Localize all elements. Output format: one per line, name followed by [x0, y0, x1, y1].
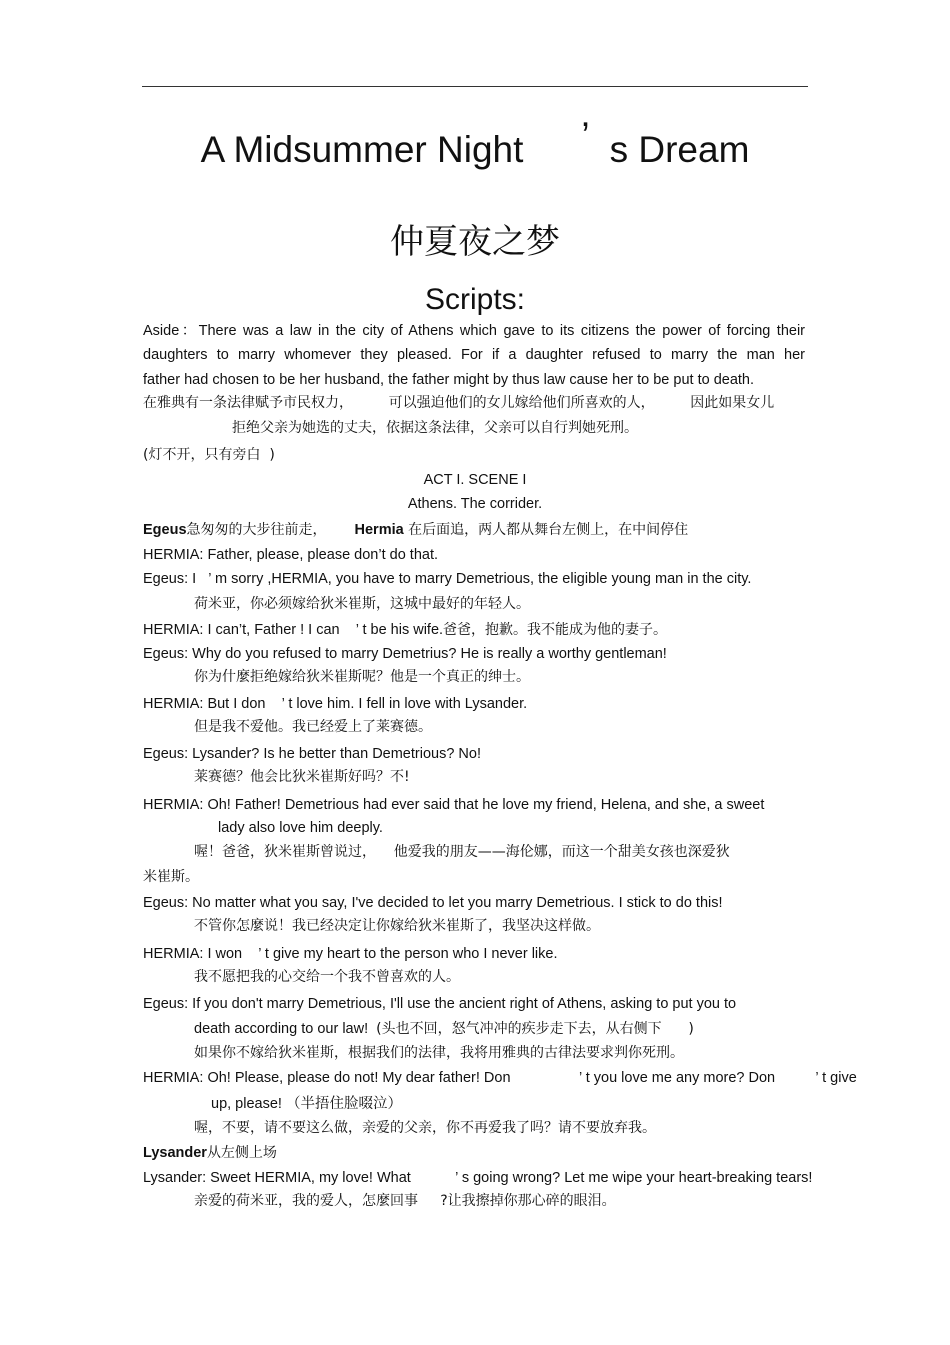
dialogue-line: Egeus: Why do you refused to marry Demetrius? He is really a worthy gentleman!	[143, 646, 667, 662]
translation-line-continued: 米崔斯。	[143, 869, 199, 885]
dialogue-line: HERMIA: I won ’ t give my heart to the person who I never like.	[143, 946, 558, 962]
translation-text: 爸爸，抱歉。我不能成为他的妻子。	[443, 622, 668, 638]
section-heading: Scripts:	[424, 283, 526, 316]
aside-zh-line-1: 在雅典有一条法律赋予市民权力， 可以强迫他们的女儿嫁给他们所喜欢的人， 因此如果女儿	[143, 395, 775, 411]
translation-line: 亲爱的荷米亚，我的爱人，怎麼回事 ?让我擦掉你那心碎的眼泪。	[194, 1193, 616, 1209]
dialogue-line: Egeus: No matter what you say, I've decided to let you marry Demetrious. I stick to do this!	[143, 895, 723, 911]
speaker-lysander: Lysander	[143, 1145, 207, 1161]
translation-line: 但是我不爱他。我已经爱上了莱赛德。	[194, 719, 432, 735]
dialogue-line: Lysander: Sweet HERMIA, my love! What ’ s going wrong? Let me wipe your heart-breaking tears!	[143, 1170, 813, 1186]
dialogue-line: HERMIA: Father, please, please don’t do that.	[143, 547, 438, 563]
aside-line-3: father had chosen to be her husband, the father might by thus law cause her to be put to death.	[143, 372, 755, 388]
dialogue-line-continued	[211, 1094, 402, 1114]
translation-line: 喔，不要，请不要这么做，亲爱的父亲，你不再爱我了吗？请不要放弃我。	[194, 1120, 656, 1136]
dialogue-line-continued	[194, 1019, 694, 1039]
translation-line: 荷米亚，你必须嫁给狄米崔斯，这城中最好的年轻人。	[194, 596, 530, 612]
stage-direction-text: (头也不回，怒气冲冲的疾步走下去，从右侧下 )	[376, 1021, 694, 1037]
aside-zh-line-2: 拒绝父亲为她选的丈夫，依据这条法律，父亲可以自行判她死刑。	[232, 420, 638, 436]
dialogue-text: death according to our law!	[194, 1021, 377, 1037]
aside-line-2: daughters to marry whomever they pleased. For if a daughter refused to marry the man her	[143, 347, 805, 363]
chinese-title: 仲夏夜之梦	[390, 222, 560, 262]
translation-line: 喔！爸爸，狄米崔斯曾说过， 他爱我的朋友——海伦娜，而这一个甜美女孩也深爱狄	[194, 844, 730, 860]
title-part2: s Dream	[609, 129, 750, 170]
dialogue-text: up, please! （半捂住脸啜泣）	[211, 1096, 402, 1112]
stage-direction-1	[143, 520, 688, 540]
aside-line-1: Aside：There was a law in the city of Athens which gave to its citizens the power of forcing their	[143, 323, 805, 339]
dialogue-line-continued: lady also love him deeply.	[218, 820, 383, 836]
stage-direction-2	[143, 1143, 277, 1163]
stage-direction-text: 急匆匆的大步往前走，	[186, 522, 327, 538]
translation-line: 莱赛德？他会比狄米崔斯好吗？不!	[194, 769, 410, 785]
stage-direction-text: 在后面追，两人都从舞台左侧上，在中间停住	[403, 522, 689, 538]
stage-direction-text: 从左侧上场	[206, 1145, 277, 1161]
scene-setting: Athens. The corrider.	[407, 496, 543, 512]
translation-line: 我不愿把我的心交给一个我不曾喜欢的人。	[194, 969, 460, 985]
speaker-hermia: Hermia	[354, 522, 404, 538]
dialogue-line: Egeus: If you don't marry Demetrious, I'll use the ancient right of Athens, asking to put you to	[143, 996, 737, 1012]
translation-line: 不管你怎麼说！我已经决定让你嫁给狄米崔斯了，我坚决这样做。	[194, 918, 600, 934]
translation-line: 你为什麼拒绝嫁给狄米崔斯呢？他是一个真正的绅士。	[194, 669, 530, 685]
page-title	[0, 115, 950, 174]
translation-line: 如果你不嫁给狄米崔斯，根据我们的法律，我将用雅典的古律法要求判你死刑。	[194, 1045, 684, 1061]
dialogue-line: HERMIA: Oh! Please, please do not! My dear father! Don ’ t you love me any more? Don ’ t give	[143, 1070, 857, 1086]
dialogue-text: HERMIA: I can’t, Father ! I can ’ t be his wife.	[143, 622, 444, 638]
lights-note: (灯不开，只有旁白 )	[143, 447, 275, 463]
title-part1: A Midsummer Night	[200, 129, 524, 170]
title-apostrophe: ’	[581, 115, 590, 156]
dialogue-line	[143, 620, 667, 640]
speaker-egeus: Egeus	[143, 522, 187, 538]
act-heading: ACT I. SCENE I	[423, 472, 527, 488]
dialogue-line: Egeus: Lysander? Is he better than Demetrious? No!	[143, 746, 481, 762]
dialogue-line: HERMIA: But I don ’ t love him. I fell in love with Lysander.	[143, 696, 528, 712]
dialogue-line: Egeus: I ’ m sorry ,HERMIA, you have to marry Demetrious, the eligible young man in the city.	[143, 571, 752, 587]
header-rule	[142, 86, 808, 87]
dialogue-line: HERMIA: Oh! Father! Demetrious had ever said that he love my friend, Helena, and she, a sweet	[143, 797, 765, 813]
